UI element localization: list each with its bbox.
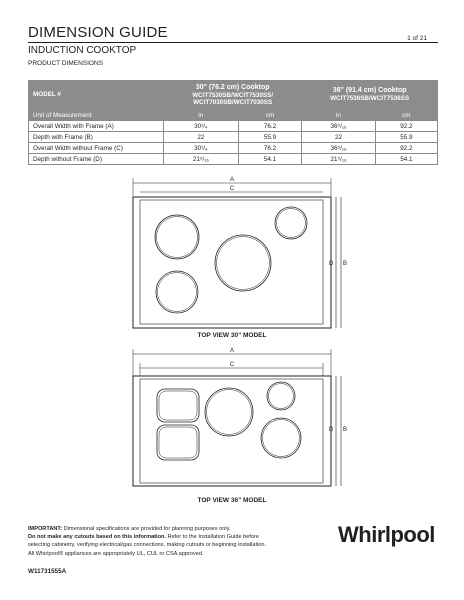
model-header: MODEL # <box>29 81 164 110</box>
table-cell: 76.2 <box>238 143 302 154</box>
label-d-30: D <box>329 261 334 267</box>
table-cell: 54.1 <box>375 154 437 165</box>
table-cell: 36⁵/₁₆ <box>302 143 375 154</box>
col36-models: WCIT7536SB/WCIT7536SS <box>330 95 410 103</box>
col36-title: 36" (91.4 cm) Cooktop <box>332 87 407 95</box>
important-label: IMPORTANT: <box>28 526 63 532</box>
document-id: W11731555A <box>28 568 67 575</box>
table-cell: 76.2 <box>238 121 302 132</box>
element-circle <box>215 235 271 291</box>
table-cell: 21⁵/₁₆ <box>164 154 239 165</box>
element-circle <box>275 207 307 239</box>
label-c-36: C <box>229 362 235 368</box>
table-cell: in <box>164 110 239 121</box>
table-cell: 54.1 <box>238 154 302 165</box>
element-square <box>157 425 199 460</box>
table-cell: 22 <box>302 132 375 143</box>
table-cell: 36⁵/₁₆ <box>302 121 375 132</box>
table-cell: Overall Width without Frame (C) <box>29 143 164 154</box>
cooktop-frame-30 <box>133 197 331 328</box>
table-cell: Depth without Frame (D) <box>29 154 164 165</box>
table-cell: 30¹/₄ <box>164 143 239 154</box>
figure-caption-30: TOP VIEW 30" MODEL <box>197 332 267 339</box>
element-circle <box>267 382 295 410</box>
table-cell: cm <box>238 110 302 121</box>
table-cell: cm <box>375 110 437 121</box>
top-view-30-drawing <box>133 178 341 328</box>
table-cell: in <box>302 110 375 121</box>
col30-models-1: WCIT7530SB/WCIT7530SS/ <box>192 91 274 99</box>
top-view-36-drawing <box>133 349 341 486</box>
col30-title: 30" (76.2 cm) Cooktop <box>195 83 270 91</box>
label-b-36: B <box>343 427 348 433</box>
label-b-30: B <box>343 261 348 267</box>
page-number: 1 of 21 <box>407 35 427 42</box>
table-cell: 21⁵/₁₆ <box>302 154 375 165</box>
footer-line: selecting cabinetry, verifying electrical/gas connections, making cutouts or beginning installation. <box>28 542 267 549</box>
cooktop-frame-36 <box>133 376 331 486</box>
table-cell: Depth with Frame (B) <box>29 132 164 143</box>
table-cell: 55.9 <box>375 132 437 143</box>
section-label: PRODUCT DIMENSIONS <box>28 60 103 67</box>
label-c-30: C <box>229 186 235 192</box>
figure-caption-36: TOP VIEW 36" MODEL <box>197 497 267 504</box>
table-cell: 22 <box>164 132 239 143</box>
element-circle <box>261 418 301 458</box>
label-d-36: D <box>329 427 334 433</box>
warning-rest: Refer to the Installation Guide before <box>166 534 259 541</box>
label-a-30: A <box>229 177 235 183</box>
label-a-36: A <box>229 348 235 354</box>
warning-text: Do not make any cutouts based on this information. <box>28 534 166 541</box>
element-square <box>157 389 199 422</box>
element-circle <box>156 271 198 313</box>
page-title: DIMENSION GUIDE <box>28 24 168 41</box>
footer-line: All Whirlpool® appliances are appropriately UL, CUL or CSA approved. <box>28 550 204 557</box>
important-text: Dimensional specifications are provided for planning purposes only. <box>62 526 231 532</box>
brand-logo: Whirlpool <box>338 522 435 547</box>
table-cell: 30¹/₄ <box>164 121 239 132</box>
element-circle <box>155 215 199 259</box>
footer-note <box>28 525 318 558</box>
element-circle <box>205 388 253 436</box>
cooktop-glass-36 <box>140 379 323 483</box>
table-cell: 55.9 <box>238 132 302 143</box>
table-cell: 92.2 <box>375 121 437 132</box>
col30-models-2: WCIT7030SB/WCIT7030SS <box>193 99 273 107</box>
table-cell: Overall Width with Frame (A) <box>29 121 164 132</box>
table-cell: Unit of Measurement <box>29 110 164 121</box>
product-subtitle: INDUCTION COOKTOP <box>28 45 137 56</box>
table-cell: 92.2 <box>375 143 437 154</box>
